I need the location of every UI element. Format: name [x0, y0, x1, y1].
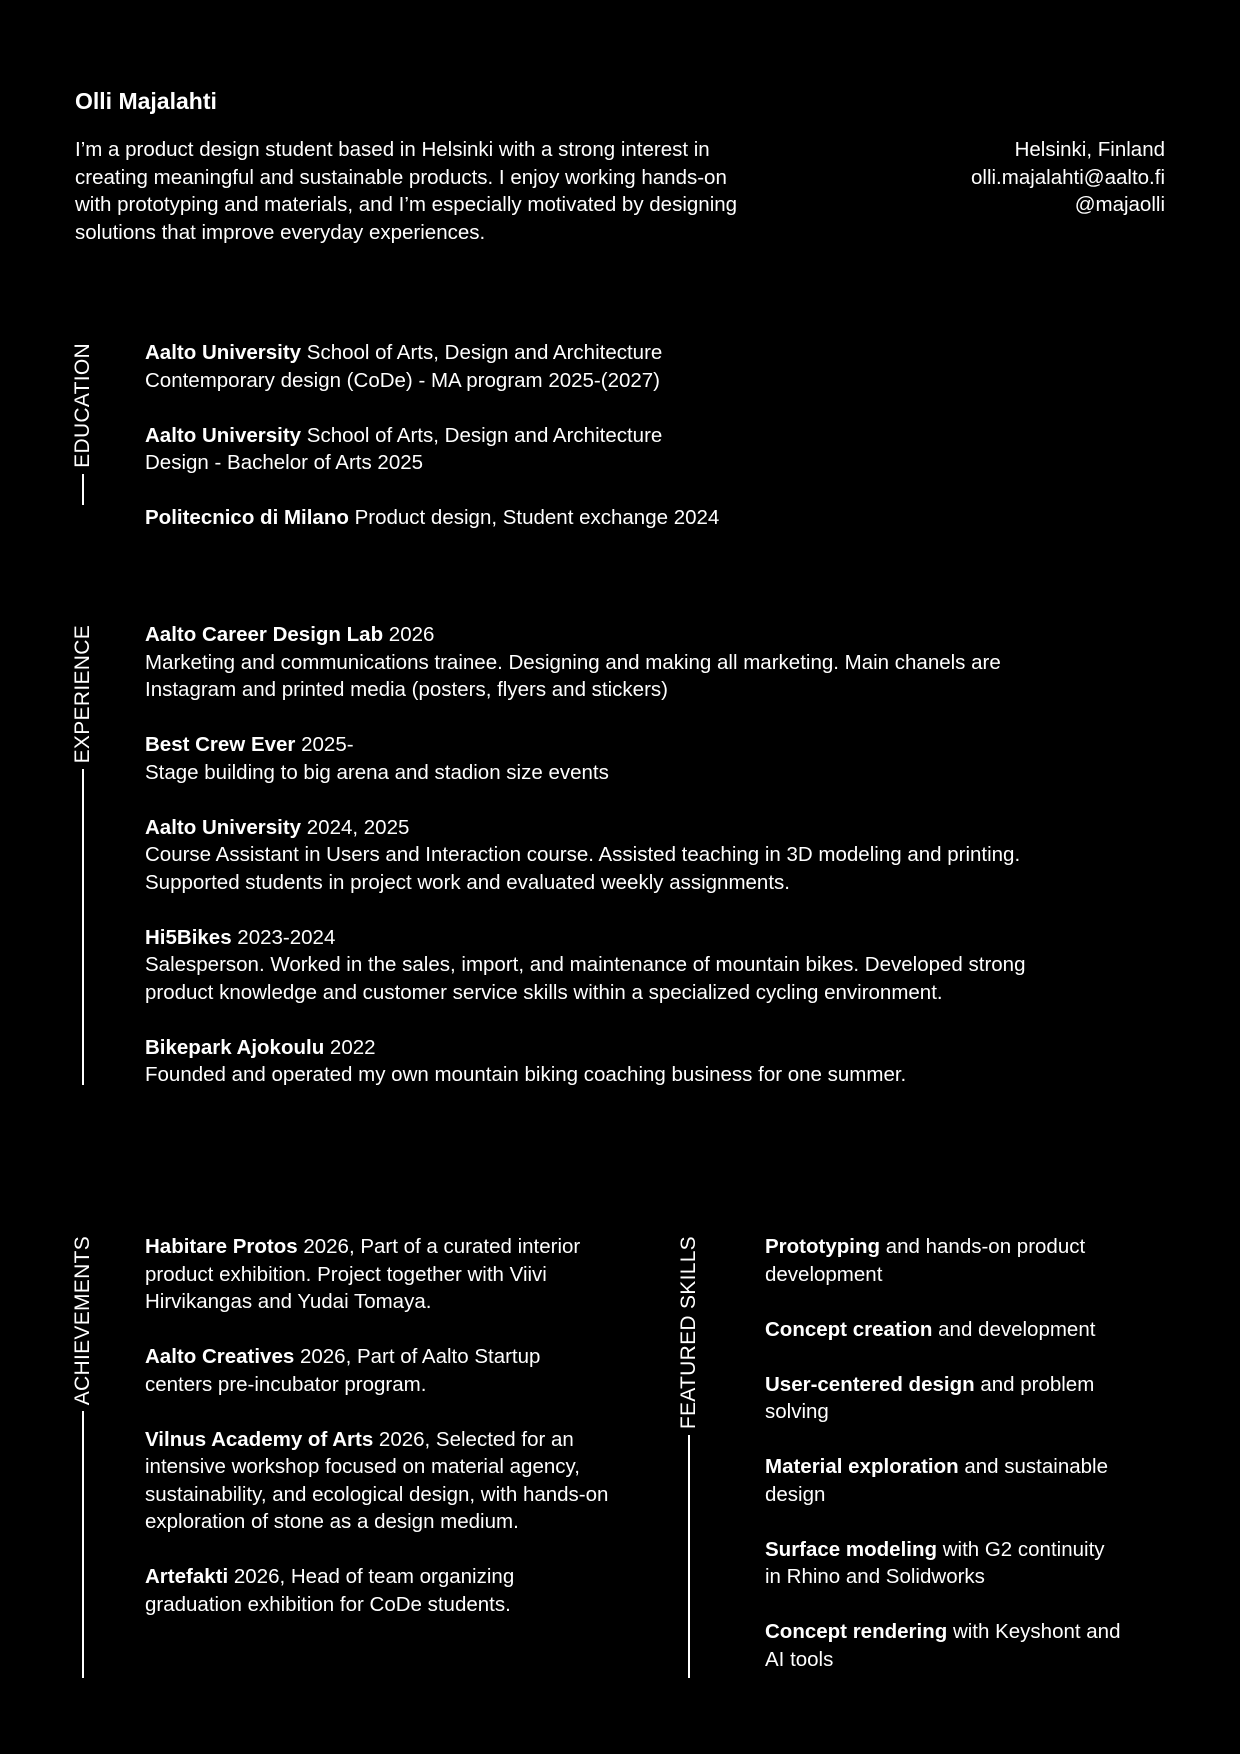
bio-paragraph: [75, 136, 775, 246]
experience-org: Aalto University: [145, 815, 302, 839]
experience-desc-line: Salesperson. Worked in the sales, import, and maintenance of mountain bikes. Developed strong: [145, 953, 1026, 976]
experience-year: 2022: [324, 1035, 376, 1059]
skill-text-line: in Rhino and Solidworks: [765, 1565, 985, 1588]
skill-text-line: design: [765, 1482, 826, 1506]
experience-org: Best Crew Ever: [145, 733, 296, 756]
skill-text: and development: [932, 1317, 1096, 1341]
experience-entry: [145, 621, 1185, 704]
education-entry: [145, 339, 1105, 394]
skill-entry: [765, 1371, 1185, 1426]
skill-text-line: development: [765, 1262, 883, 1286]
education-program: Design - Bachelor of Arts 2025: [145, 451, 424, 474]
experience-entry: [145, 1034, 1185, 1089]
skills-divider-line: [688, 1435, 690, 1678]
achievements-divider-line: [82, 1411, 84, 1678]
skill-entry: [765, 1453, 1185, 1508]
achievements-list: [145, 1233, 645, 1618]
achievement-text: 2026, Selected for an: [373, 1427, 574, 1451]
experience-org: Bikepark Ajokoulu: [145, 1035, 325, 1059]
experience-year: 2023-2024: [231, 925, 336, 949]
skill-entry: [765, 1618, 1185, 1673]
experience-desc-line: Instagram and printed media (posters, flyers and stickers): [145, 678, 668, 701]
skill-text: and hands-on product: [880, 1235, 1086, 1258]
education-org: Aalto University: [145, 423, 302, 447]
skills-section-label: [676, 1236, 702, 1678]
experience-desc-line: product knowledge and customer service skills within a specialized cycling environment.: [145, 980, 943, 1004]
education-org: Aalto University: [145, 341, 302, 364]
experience-entry: [145, 731, 1185, 786]
education-list: [145, 339, 1105, 532]
experience-section-label: [70, 625, 96, 1085]
education-org: Politecnico di Milano: [145, 506, 349, 529]
contact-location: Helsinki, Finland: [1014, 138, 1165, 161]
achievement-text-line: intensive workshop focused on material agency,: [145, 1455, 580, 1478]
contact-handle[interactable]: @majaolli: [1074, 193, 1165, 216]
skill-name: Concept rendering: [765, 1620, 948, 1643]
experience-desc-line: Supported students in project work and evaluated weekly assignments.: [145, 870, 790, 894]
skill-text-line: solving: [765, 1400, 829, 1423]
experience-label: EXPERIENCE: [71, 625, 94, 764]
achievement-text: 2026, Part of a curated interior: [297, 1235, 581, 1258]
achievement-entry: [145, 1563, 645, 1618]
skill-text: with Keyshont and: [947, 1620, 1121, 1643]
education-detail: Product design, Student exchange 2024: [348, 506, 720, 529]
experience-desc-line: Course Assistant in Users and Interaction course. Assisted teaching in 3D modeling and printing.: [145, 843, 1021, 866]
achievement-text-line: centers pre-incubator program.: [145, 1372, 427, 1396]
experience-org: Aalto Career Design Lab: [145, 623, 384, 646]
experience-entry: [145, 924, 1185, 1007]
education-detail: School of Arts, Design and Architecture: [301, 341, 663, 364]
skill-text-line: AI tools: [765, 1647, 834, 1671]
skill-entry: [765, 1536, 1185, 1591]
achievement-text: 2026, Head of team organizing: [228, 1565, 515, 1588]
achievement-entry: [145, 1233, 645, 1316]
achievements-section-label: [70, 1236, 96, 1678]
bio-line: creating meaningful and sustainable products. I enjoy working hands-on: [75, 165, 727, 189]
skill-name: Material exploration: [765, 1455, 959, 1478]
experience-year: 2024, 2025: [301, 815, 410, 839]
skill-name: Surface modeling: [765, 1537, 938, 1561]
experience-org: Hi5Bikes: [145, 925, 232, 949]
bio-line: I’m a product design student based in Helsinki with a strong interest in: [75, 138, 710, 161]
skills-list: [765, 1233, 1185, 1673]
achievement-entry: [145, 1426, 645, 1536]
achievement-text-line: Hirvikangas and Yudai Tomaya.: [145, 1290, 432, 1313]
skill-text: with G2 continuity: [937, 1537, 1105, 1561]
experience-desc-line: Stage building to big arena and stadion size events: [145, 760, 609, 784]
achievement-text-line: product exhibition. Project together with Viivi: [145, 1262, 547, 1286]
skill-text: and problem: [974, 1372, 1095, 1396]
education-entry: [145, 504, 1105, 532]
education-entry: [145, 422, 1105, 477]
skill-name: Prototyping: [765, 1235, 881, 1258]
skill-entry: [765, 1316, 1185, 1344]
education-section-label: [70, 343, 96, 505]
experience-year: 2025-: [295, 733, 354, 756]
achievements-label: ACHIEVEMENTS: [71, 1236, 94, 1406]
skill-name: Concept creation: [765, 1317, 933, 1341]
achievement-text-line: sustainability, and ecological design, with hands-on: [145, 1482, 609, 1506]
achievement-text-line: exploration of stone as a design medium.: [145, 1510, 519, 1533]
contact-info: [971, 136, 1165, 219]
skill-name: User-centered design: [765, 1372, 975, 1396]
achievement-title: Habitare Protos: [145, 1235, 298, 1258]
achievement-text: 2026, Part of Aalto Startup: [294, 1345, 541, 1368]
education-divider-line: [82, 474, 84, 505]
education-program: Contemporary design (CoDe) - MA program 2025-(2027): [145, 368, 661, 392]
experience-list: [145, 621, 1185, 1089]
skill-entry: [765, 1233, 1185, 1288]
achievement-title: Aalto Creatives: [145, 1345, 295, 1368]
bio-line: with prototyping and materials, and I’m especially motivated by designing: [75, 193, 738, 216]
education-label: EDUCATION: [71, 343, 94, 468]
education-detail: School of Arts, Design and Architecture: [301, 423, 663, 447]
skills-label: FEATURED SKILLS: [677, 1236, 700, 1430]
experience-divider-line: [82, 769, 84, 1085]
bio-line: solutions that improve everyday experiences.: [75, 220, 486, 244]
achievement-title: Artefakti: [145, 1565, 229, 1588]
person-name: Olli Majalahti: [75, 88, 217, 114]
achievement-text-line: graduation exhibition for CoDe students.: [145, 1592, 511, 1616]
skill-text: and sustainable: [958, 1455, 1108, 1478]
experience-desc-line: Founded and operated my own mountain biking coaching business for one summer.: [145, 1063, 907, 1086]
experience-entry: [145, 814, 1185, 897]
experience-desc-line: Marketing and communications trainee. Designing and making all marketing. Main chanels are: [145, 650, 1001, 674]
achievement-entry: [145, 1343, 645, 1398]
experience-year: 2026: [383, 623, 435, 646]
achievement-title: Vilnus Academy of Arts: [145, 1427, 374, 1451]
contact-email[interactable]: olli.majalahti@aalto.fi: [970, 165, 1165, 189]
